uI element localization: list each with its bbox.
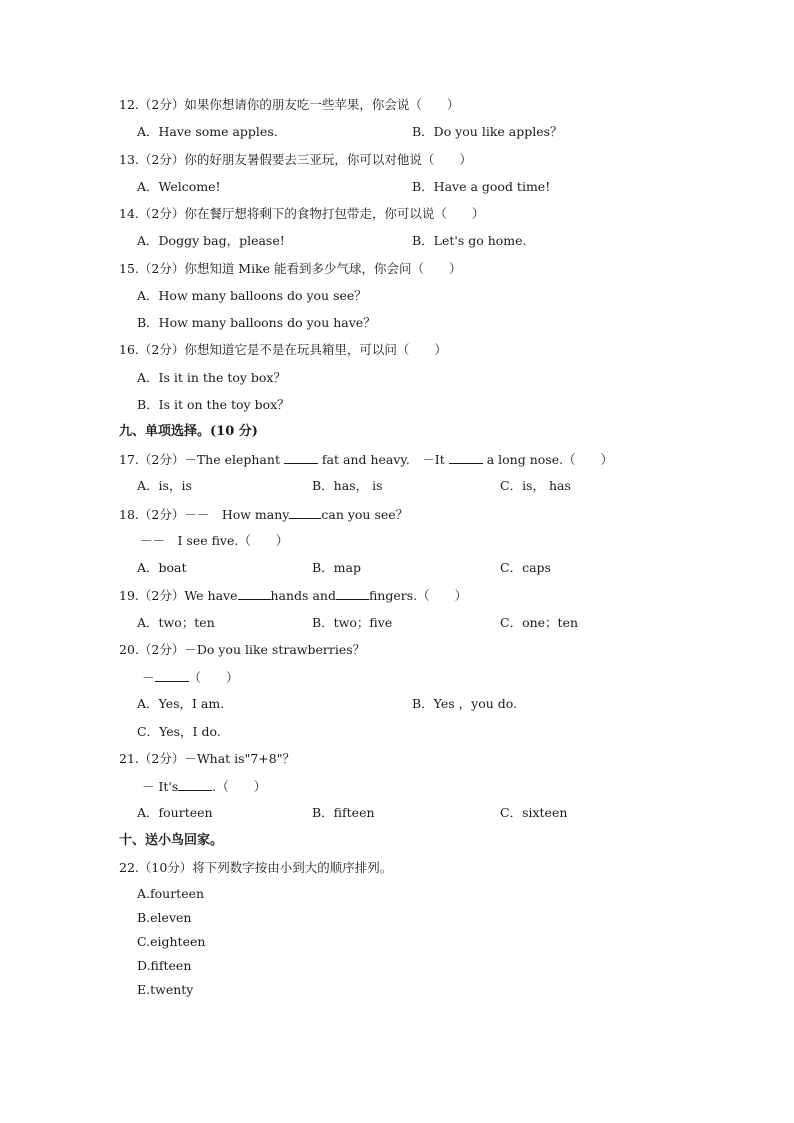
question-22-stem: 22.（10分）将下列数字按由小到大的顺序排列。 — [119, 860, 393, 875]
question-19-option-b[interactable]: B．two；five — [312, 615, 393, 630]
question-16-option-b[interactable]: B．Is it on the toy box？ — [137, 397, 290, 412]
number-word-item: D.fifteen — [137, 958, 192, 973]
question-20-reply — [142, 669, 239, 686]
question-18-option-c[interactable]: C．caps — [500, 560, 551, 575]
question-17-stem-part3: a long nose.（ ） — [482, 452, 614, 467]
number-word-item: B.eleven — [137, 910, 192, 925]
question-12-option-a[interactable]: A．Have some apples. — [137, 124, 278, 139]
question-21-reply-part1: － It's — [142, 779, 179, 794]
question-20-reply-paren: （ ） — [188, 670, 239, 685]
question-17-option-b[interactable]: B．has， is — [312, 478, 383, 493]
question-19-stem-part1: 19.（2分）We have — [119, 588, 238, 603]
question-17-option-c[interactable]: C．is， has — [500, 478, 571, 493]
answer-blank[interactable] — [284, 451, 318, 464]
question-20-stem: 20.（2分）－Do you like strawberries？ — [119, 642, 366, 657]
number-word-item: A.fourteen — [137, 886, 205, 901]
question-19-option-c[interactable]: C．one；ten — [500, 615, 579, 630]
question-13-option-a[interactable]: A．Welcome! — [137, 179, 221, 194]
question-12-stem: 12.（2分）如果你想请你的朋友吃一些苹果，你会说（ ） — [119, 97, 460, 112]
question-21-option-c[interactable]: C．sixteen — [500, 805, 568, 820]
question-21-stem: 21.（2分）－What is"7+8"？ — [119, 751, 295, 766]
question-19-option-a[interactable]: A．two；ten — [137, 615, 215, 630]
question-12-option-b[interactable]: B．Do you like apples？ — [412, 124, 563, 139]
question-15-stem: 15.（2分）你想知道 Mike 能看到多少气球，你会问（ ） — [119, 261, 462, 276]
number-word-item: E.twenty — [137, 982, 194, 997]
question-14-stem: 14.（2分）你在餐厅想将剩下的食物打包带走，你可以说（ ） — [119, 206, 485, 221]
question-13-option-b[interactable]: B．Have a good time! — [412, 179, 551, 194]
question-18-option-b[interactable]: B．map — [312, 560, 361, 575]
answer-blank[interactable] — [238, 587, 271, 600]
question-14-option-a[interactable]: A．Doggy bag，please! — [137, 233, 285, 248]
answer-blank[interactable] — [289, 506, 321, 519]
question-21-reply-part2: .（ ） — [212, 779, 267, 794]
section-9-title: 九、单项选择。(10 分) — [119, 424, 258, 439]
section-10-title: 十、送小鸟回家。 — [119, 833, 224, 848]
number-word-item: C.eighteen — [137, 934, 206, 949]
question-17-stem-part1: 17.（2分）－The elephant — [119, 452, 284, 467]
question-18-option-a[interactable]: A．boat — [137, 560, 187, 575]
question-21-option-a[interactable]: A．fourteen — [137, 805, 213, 820]
question-21-option-b[interactable]: B．fifteen — [312, 805, 375, 820]
question-17-option-a[interactable]: A．is，is — [137, 478, 192, 493]
question-20-option-c[interactable]: C．Yes，I do. — [137, 724, 221, 739]
answer-blank[interactable] — [155, 669, 189, 682]
question-19-stem-part3: fingers.（ ） — [368, 588, 468, 603]
question-17-stem-part2: fat and heavy. －It — [317, 452, 449, 467]
question-13-stem: 13.（2分）你的好朋友暑假要去三亚玩，你可以对他说（ ） — [119, 152, 472, 167]
answer-blank[interactable] — [336, 587, 369, 600]
question-16-stem: 16.（2分）你想知道它是不是在玩具箱里，可以问（ ） — [119, 342, 447, 357]
question-15-option-a[interactable]: A．How many balloons do you see？ — [137, 288, 367, 303]
question-17-stem — [119, 451, 613, 468]
question-20-option-b[interactable]: B．Yes ，you do. — [412, 696, 518, 711]
question-19-stem-part2: hands and — [270, 588, 336, 603]
question-19-stem — [119, 587, 467, 604]
question-21-reply — [142, 778, 266, 795]
answer-blank[interactable] — [178, 778, 212, 791]
question-14-option-b[interactable]: B．Let's go home. — [412, 233, 527, 248]
question-16-option-a[interactable]: A．Is it in the toy box？ — [137, 370, 286, 385]
question-20-reply-dash: － — [142, 670, 155, 685]
question-18-stem-part1: 18.（2分）－－ How many — [119, 507, 290, 522]
answer-blank[interactable] — [449, 451, 483, 464]
question-20-option-a[interactable]: A．Yes，I am. — [137, 696, 225, 711]
question-18-stem — [119, 506, 408, 523]
question-18-reply: －－ I see five.（ ） — [140, 533, 289, 548]
question-18-stem-part2: can you see？ — [321, 507, 409, 522]
question-15-option-b[interactable]: B．How many balloons do you have？ — [137, 315, 376, 330]
